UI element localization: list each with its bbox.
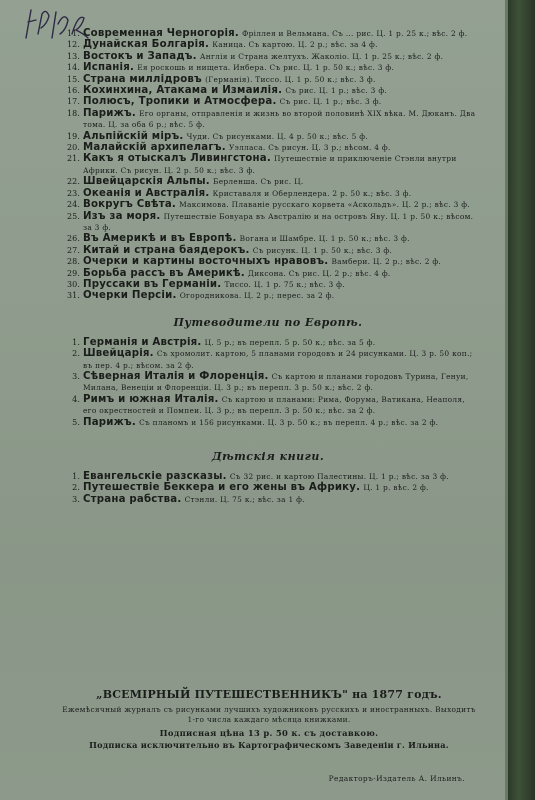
item-number: 11. [66, 29, 80, 38]
item-description: Ц. 5 р.; въ перепл. 5 р. 50 к.; вѣс. за 5 ф. [204, 337, 376, 347]
item-number: 1. [72, 472, 80, 481]
item-number: 13. [66, 51, 80, 61]
item-description: Съ картою и планами городовъ Турина, Генуи, Милана, Венеціи и Флоренціи. Ц. 3 р.; въ перепл. 3 р. 50 к.; вѣс. 2 ф. [83, 371, 469, 393]
item-title: Евангельскіе разсказы. [83, 471, 227, 482]
item-number: 31. [66, 291, 80, 301]
item-number: 14. [66, 63, 80, 73]
book-spine [508, 0, 535, 800]
item-description: Англія и Страна желтухъ. Жаколіо. Ц. 1 р. 25 к.; вѣс. 2 ф. [199, 51, 444, 61]
list-item [60, 96, 476, 107]
list-item [60, 176, 476, 187]
item-description: Тиссо. Ц. 1 р. 75 к.; вѣс. 3 ф. [224, 279, 345, 289]
item-title: Страна рабства. [83, 493, 182, 505]
item-number: 23. [66, 188, 80, 198]
advert-title: „ВСЕМІРНЫЙ ПУТЕШЕСТВЕННИКЪ" на 1877 годъ. [96, 688, 442, 701]
item-title: Очерки и картины восточныхъ нравовъ. [83, 256, 329, 268]
catalog [60, 28, 476, 505]
item-title: Полюсъ, Тропики и Атмосфера. [83, 96, 277, 108]
catalog-list [60, 28, 476, 302]
item-title: Въ Америкѣ и въ Европѣ. [83, 233, 237, 245]
item-title: Римъ и южная Италія. [83, 393, 219, 405]
list-item [60, 494, 476, 505]
list-item [60, 85, 476, 96]
list-item [60, 371, 476, 394]
item-description: Съ картою и планами: Рима, Форума, Ватикана, Неаполя, его окрестностей и Помпеи. Ц. 3 р.; въ перепл. 3 р. 50 к.; вѣс. за 2 ф. [83, 394, 466, 416]
item-description: Съ 32 рис. и картою Палестины. Ц. 1 р.; вѣс. за 3 ф. [229, 472, 449, 481]
list-item [60, 471, 476, 482]
item-description: Съ хромолит. картою, 5 планами городовъ и 24 рисунками. Ц. 3 р. 50 коп.; въ пер. 4 р.; вѣсом. за 2 ф. [83, 349, 473, 370]
list-item [60, 337, 476, 348]
list-item [60, 199, 476, 210]
list-item [60, 348, 476, 371]
item-description: Каница. Съ картою. Ц. 2 р.; вѣс. за 4 ф. [212, 40, 378, 50]
item-title: Сѣверная Италія и Флоренція. [83, 370, 269, 382]
item-number: 2. [72, 349, 80, 359]
item-title: Швейцарія. [83, 348, 154, 360]
item-number: 27. [66, 245, 80, 255]
list-item [60, 290, 476, 301]
item-description: Его органы, отправленія и жизнь во второй половинѣ XIX вѣка. М. Дюканъ. Два тома. Ц. за оба 6 р.; вѣс. 5 ф. [83, 108, 476, 130]
item-title: Германія и Австрія. [83, 336, 202, 348]
item-description: Ея роскошь и нищета. Инбера. Съ рис. Ц. 1 р. 50 к.; вѣс. 3 ф. [137, 63, 395, 73]
item-description: Уэлласа. Съ рисун. Ц. 3 р.; вѣсом. 4 ф. [228, 143, 391, 153]
item-title: Борьба рассъ въ Америкѣ. [83, 267, 245, 279]
list-item [60, 153, 476, 176]
item-description: Съ рисунк. Ц. 1 р. 50 к.; вѣс. 3 ф. [252, 245, 393, 255]
item-number: 30. [66, 279, 80, 289]
item-number: 3. [72, 494, 80, 504]
item-title: Швейцарскія Альпы. [83, 176, 210, 188]
item-number: 24. [66, 200, 80, 210]
editor-credit: Редакторъ-Издатель А. Ильинъ. [328, 774, 465, 783]
list-item [60, 108, 476, 131]
list-item [60, 268, 476, 279]
item-description: Вамбери. Ц. 2 р.; вѣс. 2 ф. [331, 257, 442, 267]
item-description: Съ рис. Ц. 1 р.; вѣс. 3 ф. [279, 97, 382, 107]
item-description: Диксона. Съ рис. Ц. 2 р.; вѣс. 4 ф. [247, 268, 391, 278]
item-number: 16. [66, 86, 80, 96]
item-description: Вогана и Шамбре. Ц. 1 р. 50 к.; вѣс. 3 ф. [239, 234, 410, 244]
item-title: Какъ я отыскалъ Ливингстона. [83, 153, 271, 165]
list-item [60, 482, 476, 493]
item-description: (Германія). Тиссо. Ц. 1 р. 50 к.; вѣс. 3 ф. [205, 74, 376, 84]
list-item [60, 245, 476, 256]
item-number: 26. [66, 234, 80, 244]
item-number: 4. [72, 394, 80, 404]
list-item [60, 256, 476, 267]
section-heading-europe: Путеводители по Европѣ. [173, 315, 363, 329]
item-description: Чуди. Съ рисунками. Ц. 4 р. 50 к.; вѣс. 5 ф. [186, 131, 369, 141]
list-item [60, 211, 476, 234]
list-item [60, 394, 476, 417]
item-number: 5. [72, 417, 80, 427]
item-description: Путешествіе Бовуара въ Австралію и на островъ Яву. Ц. 1 р. 50 к.; вѣсом. за 3 ф. [83, 211, 474, 232]
item-description: Берленша. Съ рис. Ц. [213, 177, 304, 187]
item-number: 18. [66, 108, 80, 118]
item-title: Пруссаки въ Германіи. [83, 278, 222, 290]
item-number: 2. [72, 483, 80, 493]
item-description: Съ планомъ и 156 рисунками. Ц. 3 р. 50 к.; въ перепл. 4 р.; вѣс. за 2 ф. [139, 417, 439, 427]
item-description: Максимова. Плаваніе русскаго корвета «Аскольдъ». Ц. 2 р.; вѣс. 3 ф. [179, 200, 471, 210]
item-description: Путешествіе и приключеніе Стэнли внутри Африки. Съ рисун. Ц. 2 р. 50 к.; вѣс. 3 ф. [83, 154, 457, 175]
item-number: 25. [66, 211, 80, 221]
list-item [60, 62, 476, 73]
item-description: Стэнли. Ц. 75 к.; вѣс. за 1 ф. [184, 494, 305, 504]
item-description: Огородникова. Ц. 2 р.; перес. за 2 ф. [179, 291, 335, 301]
section-heading-children: Дѣтскія книги. [211, 450, 325, 463]
item-number: 22. [66, 177, 80, 187]
item-description: Криставаля и Оберлендера. 2 р. 50 к.; вѣс. 3 ф. [212, 188, 412, 198]
item-title: Парижъ. [83, 416, 136, 428]
advert-price: Подписная цѣна 13 р. 50 к. съ доставкою. [159, 728, 379, 738]
item-title: Кохинхина, Атакама и Измаилія. [83, 85, 283, 97]
item-title: Китай и страна баядерокъ. [83, 244, 250, 256]
journal-advert [62, 688, 476, 750]
list-item [60, 233, 476, 244]
list-item [60, 188, 476, 199]
europe-guides-list [60, 337, 476, 428]
item-title: Вокругъ Свѣта. [83, 199, 177, 211]
item-number: 19. [66, 131, 80, 141]
item-title: Путешествіе Беккера и его жены въ Африку. [83, 482, 361, 494]
item-title: Океанія и Австралія. [83, 187, 210, 199]
item-number: 12. [66, 40, 80, 50]
list-item [60, 142, 476, 153]
item-title: Малайскій архипелагъ. [83, 142, 226, 154]
item-title: Изъ за моря. [83, 210, 161, 222]
item-description: Фріллея и Вельмана. Съ ... рис. Ц. 1 р. 25 к.; вѣс. 2 ф. [242, 29, 468, 38]
list-item [60, 39, 476, 50]
item-number: 21. [66, 154, 80, 164]
item-number: 17. [66, 97, 80, 107]
item-description: Ц. 1 р. вѣс. 2 ф. [363, 483, 429, 493]
list-item [60, 417, 476, 428]
item-title: Испанія. [83, 62, 135, 74]
item-title: Очерки Персіи. [83, 290, 177, 302]
list-item [60, 74, 476, 85]
advert-subscription: Подписка исключительно въ Картографическомъ Заведеніи г. Ильина. [89, 740, 449, 750]
item-title: Парижъ. [83, 107, 136, 119]
children-books-list [60, 471, 476, 505]
item-title: Страна миллідровъ [83, 73, 202, 85]
item-number: 29. [66, 268, 80, 278]
item-title: Дунайская Болгарія. [83, 39, 210, 51]
item-number: 1. [72, 337, 80, 347]
item-number: 28. [66, 257, 80, 267]
advert-description: Ежемѣсячный журналъ съ рисунками лучшихъ художниковъ русскихъ и иностранныхъ. Выходитъ 1-го числа каждаго мѣсяца книжками. [62, 705, 476, 724]
item-title: Востокъ и Западъ. [83, 50, 197, 62]
list-item [60, 28, 476, 39]
item-number: 20. [66, 143, 80, 153]
item-title: Альпійскій міръ. [83, 130, 184, 142]
list-item [60, 279, 476, 290]
item-title: Современная Черногорія. [83, 28, 239, 39]
item-description: Съ рис. Ц. 1 р.; вѣс. 3 ф. [285, 86, 388, 96]
list-item [60, 131, 476, 142]
list-item [60, 51, 476, 62]
item-number: 3. [72, 371, 80, 381]
item-number: 15. [66, 74, 80, 84]
